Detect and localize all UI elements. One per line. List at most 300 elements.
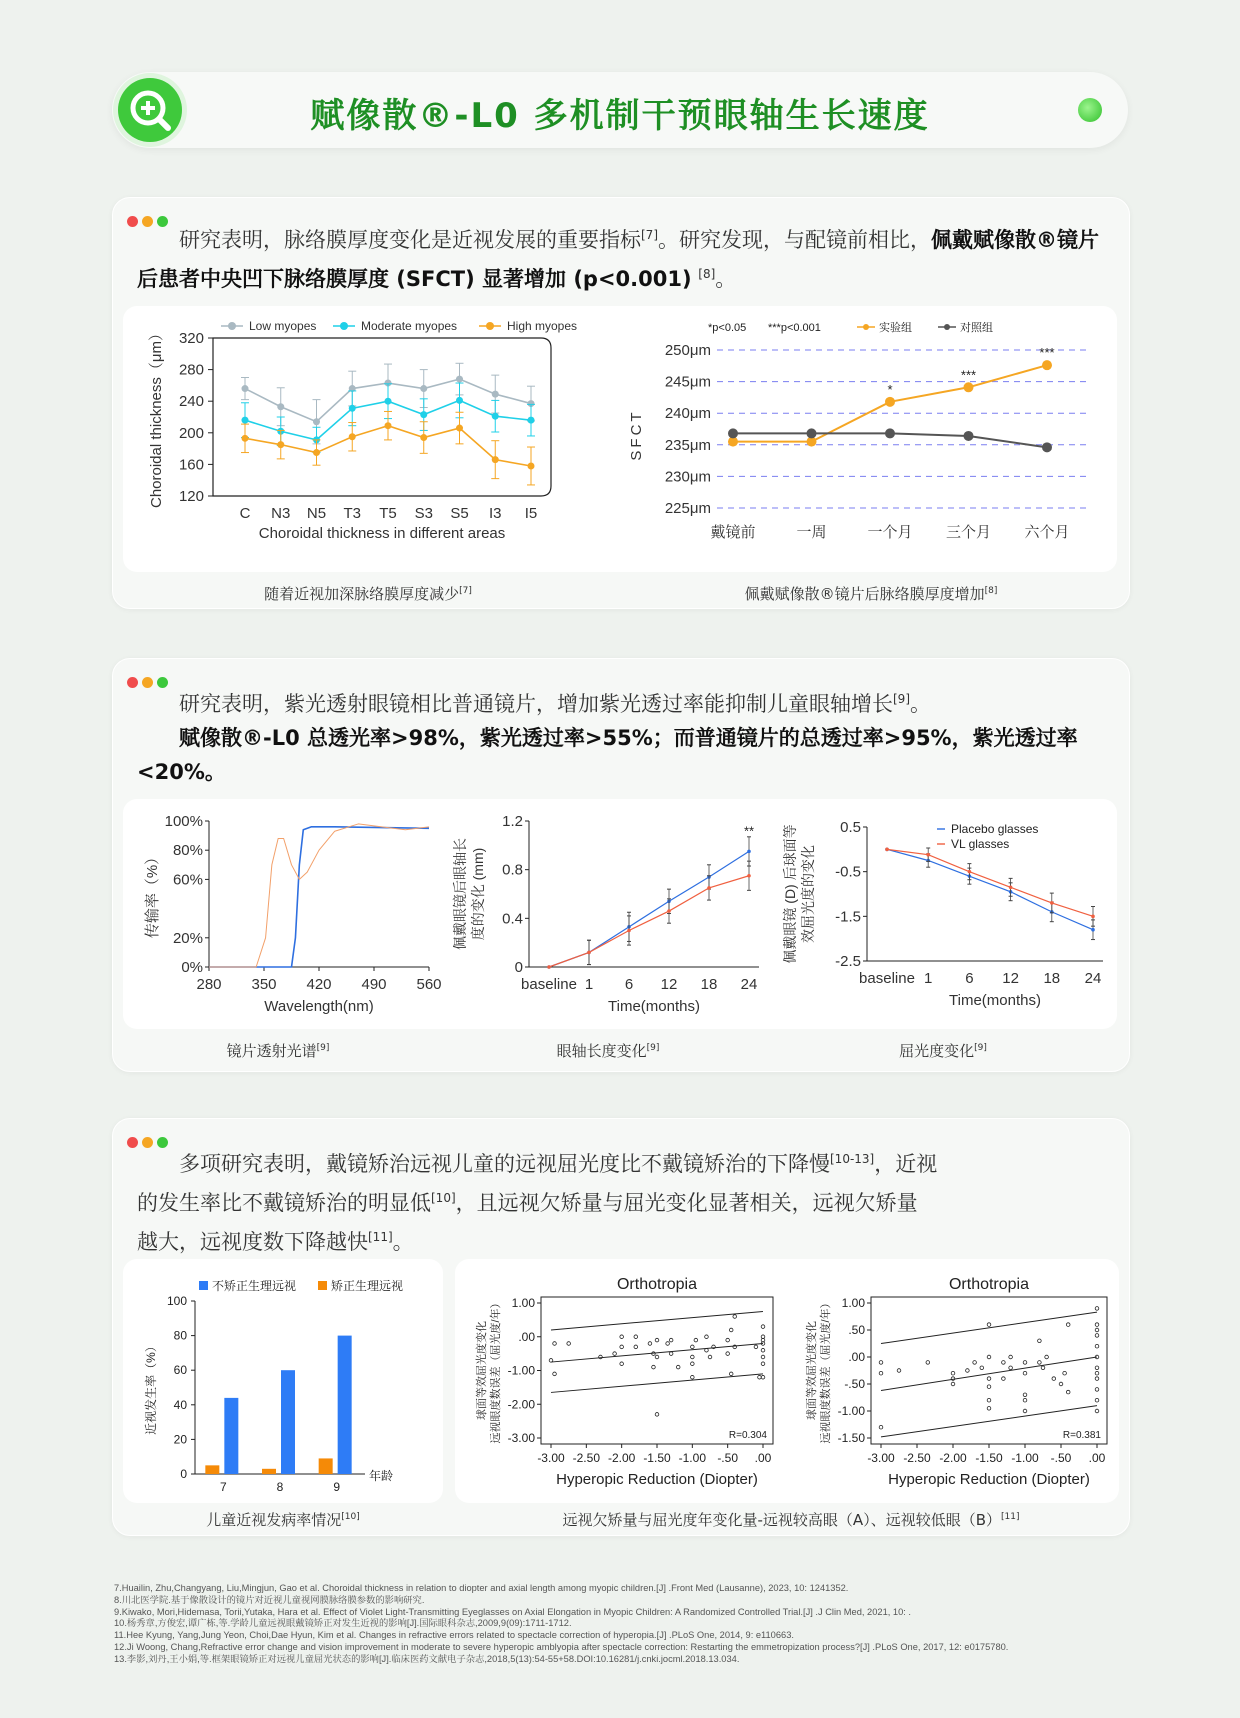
- x-axis-label: Wavelength(nm): [264, 998, 374, 1015]
- caption-choroid-ref: [7]: [459, 586, 472, 596]
- x-axis-label: Time(months): [949, 992, 1041, 1009]
- section3-line2: 的发生率比不戴镜矫治的明显低: [137, 1191, 431, 1215]
- correlation-label: R=0.304: [728, 1430, 767, 1441]
- ref-9: [9]: [893, 692, 910, 706]
- x-tick-label: 1: [584, 976, 594, 993]
- scatter-point: [691, 1362, 695, 1366]
- regression-line-1: [881, 1312, 1097, 1343]
- y-tick-label: 1.2: [502, 813, 523, 830]
- y-tick-label: 20%: [172, 929, 203, 947]
- scatter-point: [567, 1342, 571, 1346]
- x-tick-label: S3: [414, 505, 433, 522]
- x-tick-label: -3.00: [537, 1451, 565, 1465]
- x-tick-label: 490: [361, 976, 387, 993]
- scatter-point: [1095, 1366, 1099, 1370]
- y-tick-label: 100: [166, 1294, 187, 1308]
- ref-7: [7]: [641, 228, 658, 242]
- scatter-point: [761, 1362, 765, 1366]
- x-tick-label: I3: [488, 505, 502, 522]
- scatter-point: [553, 1372, 557, 1376]
- y-tick-label: 100%: [164, 813, 203, 830]
- y-tick-label: 40: [173, 1397, 187, 1412]
- x-tick-label: 6: [624, 976, 634, 993]
- scatter-point: [966, 1369, 970, 1373]
- section3-line1-end: ，近视: [874, 1152, 938, 1176]
- data-point: [277, 403, 284, 410]
- y-tick-label: 240: [178, 393, 204, 411]
- scatter-point: [761, 1375, 765, 1379]
- chart-choroid-areas: [123, 306, 613, 572]
- y-axis-label: 球面等效屈光度变化: [806, 1321, 818, 1420]
- scatter-point: [761, 1355, 765, 1359]
- scatter-point: [987, 1398, 991, 1402]
- x-tick-label: 24: [740, 976, 758, 993]
- y-tick-label: 80%: [172, 842, 203, 860]
- data-point: [728, 428, 738, 438]
- data-point: [277, 441, 284, 448]
- x-tick-label: 6: [965, 970, 974, 987]
- x-tick-label: 12: [660, 976, 678, 993]
- y-tick-label: -3.00: [507, 1431, 535, 1445]
- scatter-point: [1002, 1377, 1006, 1381]
- scatter-point: [1052, 1377, 1056, 1381]
- scatter-point: [926, 1361, 930, 1365]
- data-point: [492, 391, 499, 398]
- data-point: [456, 397, 463, 404]
- caption-incidence-ref: [10]: [341, 1512, 360, 1522]
- section-hyperopia: [112, 1118, 1130, 1536]
- y-tick-label: 240μm: [664, 405, 711, 423]
- y-tick-label: -0.5: [835, 863, 861, 881]
- scatter-point: [694, 1338, 698, 1342]
- scatter-point: [620, 1345, 624, 1349]
- scatter-point: [879, 1361, 883, 1365]
- x-tick-label: baseline: [521, 976, 577, 993]
- ref-10-13: [10-13]: [830, 1152, 875, 1166]
- scatter-point: [1009, 1366, 1013, 1370]
- caption-spectrum-text: 镜片透射光谱: [226, 1042, 317, 1060]
- scatter-point: [987, 1355, 991, 1359]
- y-tick-label: 320: [178, 330, 204, 347]
- chart-refraction: [773, 799, 1117, 1029]
- bar: [338, 1336, 352, 1474]
- correlation-label: R=0.381: [1062, 1430, 1101, 1441]
- data-point: [1042, 442, 1052, 452]
- data-point: [492, 456, 499, 463]
- scatter-point: [669, 1352, 673, 1356]
- y-tick-label: 20: [173, 1432, 187, 1447]
- y-tick-label: 200: [178, 424, 204, 442]
- x-tick-label: -3.00: [867, 1451, 895, 1465]
- scatter-point: [758, 1375, 762, 1379]
- section1-text-b: 。研究发现，与配镜前相比，: [658, 228, 931, 252]
- caption-refraction: [773, 1040, 1113, 1061]
- ref-10: [10]: [431, 1191, 456, 1205]
- x-tick-label: 三个月: [945, 524, 992, 541]
- bar: [319, 1458, 333, 1474]
- scatter-point: [951, 1377, 955, 1381]
- y-axis-label: SFCT: [628, 409, 645, 461]
- series-line-0: [549, 851, 749, 967]
- data-point: [547, 965, 551, 969]
- y-tick-label: 225μm: [664, 500, 711, 517]
- y-axis-label: 佩戴眼镜 (D) 后球面等: [782, 824, 798, 964]
- scatter-point: [1045, 1355, 1049, 1359]
- scatter-point: [1095, 1409, 1099, 1413]
- data-point: [313, 418, 320, 425]
- y-tick-label: 0.8: [502, 861, 523, 879]
- x-tick-label: -2.00: [607, 1451, 636, 1465]
- caption-sfct-ref: [8]: [984, 586, 998, 596]
- x-tick-label: -1.50: [975, 1451, 1003, 1465]
- x-tick-label: baseline: [859, 970, 915, 987]
- x-tick-label: -1.50: [643, 1451, 671, 1465]
- scatter-point: [726, 1352, 730, 1356]
- scatter-point: [1023, 1398, 1027, 1402]
- legend-label: VL glasses: [951, 837, 1010, 851]
- scatter-point: [655, 1355, 659, 1359]
- significance-label: ***: [960, 367, 977, 383]
- y-tick-label: 235μm: [664, 436, 711, 454]
- section3-line3: 越大，远视度数下降越快: [137, 1230, 368, 1254]
- data-point: [1091, 915, 1095, 919]
- scatter-point: [599, 1355, 603, 1359]
- scatter-point: [879, 1371, 883, 1375]
- reference-item: 13.李影,刘丹,王小娟,等.框架眼镜矫正对远视儿童屈光状态的影响[J].临床医药文献电子杂志,2018,5(13):54-55+58.DOI:10.16281/j.cnki.jocml.2018.13.034.: [114, 1653, 740, 1664]
- caption-refraction-ref: [9]: [974, 1043, 987, 1053]
- scatter-point: [655, 1413, 659, 1417]
- scatter-point: [1066, 1390, 1070, 1394]
- x-tick-label: S5: [450, 505, 469, 522]
- scatter-point: [729, 1328, 733, 1332]
- section1-text-a: 研究表明，脉络膜厚度变化是近视发展的重要指标: [179, 228, 641, 252]
- data-point: [385, 398, 392, 405]
- scatter-point: [648, 1342, 652, 1346]
- y-tick-label: .00: [518, 1329, 535, 1344]
- scatter-point: [705, 1348, 709, 1352]
- section-choroid: [112, 197, 1130, 609]
- caption-sfct-text: 佩戴赋像散®镜片后脉络膜厚度增加: [744, 585, 985, 603]
- references: [114, 1583, 1134, 1666]
- y-tick-label: 0: [180, 1467, 187, 1481]
- bar: [262, 1469, 276, 1474]
- x-tick-label: 9: [333, 1480, 341, 1494]
- scatter-point: [1095, 1377, 1099, 1381]
- x-tick-label: 六个月: [1024, 524, 1070, 541]
- scatter-point: [951, 1371, 955, 1375]
- scatter-point: [676, 1365, 680, 1369]
- caption-refraction-text: 屈光度变化: [899, 1042, 975, 1060]
- x-tick-label: -2.50: [572, 1451, 601, 1465]
- data-point: [807, 428, 817, 438]
- data-point: [528, 417, 535, 424]
- caption-choroid: [113, 583, 623, 604]
- x-tick-label: N5: [306, 505, 327, 522]
- y-axis-label: 球面等效屈光度变化: [476, 1321, 488, 1420]
- x-axis-label: Hyperopic Reduction (Diopter): [888, 1471, 1090, 1488]
- legend-swatch: [199, 1281, 208, 1290]
- scatter-point: [987, 1323, 991, 1327]
- scatter-point: [613, 1352, 617, 1356]
- data-point: [964, 382, 974, 392]
- data-point: [420, 411, 427, 418]
- series-line-0: [887, 849, 1093, 929]
- data-point: [885, 428, 895, 438]
- y-tick-label: .00: [848, 1350, 865, 1364]
- scatter-point: [1023, 1393, 1027, 1397]
- page-title: 赋像散®-L0 多机制干预眼轴生长速度: [310, 96, 930, 136]
- data-point: [885, 848, 889, 852]
- scatter-point: [1023, 1409, 1027, 1413]
- title-bar: [112, 72, 1128, 148]
- y-tick-label: 0: [514, 959, 523, 976]
- reference-item: 8.川北医学院.基于像散设计的镜片对近视儿童视网膜脉络膜参数的影响研究.: [114, 1594, 425, 1605]
- reference-item: 9.Kiwako, Mori,Hidemasa, Torii,Yutaka, Hara et al. Effect of Violet Light-Transmitting Eyeglasses on Axial Elongation in Myopic Children: A Randomized Controlled Trial.[J] .J Clin Med, 2021, 10: .: [114, 1606, 911, 1617]
- data-point: [627, 929, 631, 933]
- scatter-point: [1095, 1371, 1099, 1375]
- section3-line1: 多项研究表明，戴镜矫治远视儿童的远视屈光度比不戴镜矫治的下降慢: [179, 1152, 830, 1176]
- section2-end: 。: [910, 692, 931, 716]
- data-point: [456, 376, 463, 383]
- scatter-point: [1041, 1366, 1045, 1370]
- x-tick-label: 7: [219, 1480, 227, 1494]
- section1-bold: 佩戴赋像散®镜片后患者中央凹下脉络膜厚度 (SFCT) 显著增加 (p<0.001): [137, 228, 1099, 291]
- reference-item: 11.Hee Kyung, Yang,Jung Yeon, Choi,Dae Hyun, Kim et al. Changes in refractive errors related to spectacle correction of hyperopia.[J] .PLoS One, 2014, 9: e110663.: [114, 1630, 794, 1641]
- data-point: [528, 462, 535, 469]
- scatter-point: [897, 1369, 901, 1373]
- y-tick-label: -1.5: [835, 908, 861, 926]
- data-point: [1009, 886, 1013, 890]
- scatter-point: [879, 1425, 883, 1429]
- legend-label: Low myopes: [249, 319, 317, 333]
- section2-text: [137, 682, 1105, 789]
- scatter-point: [1095, 1398, 1099, 1402]
- x-axis-label: 年龄: [369, 1469, 394, 1483]
- caption-orthotropia: [453, 1509, 1129, 1530]
- data-point: [1042, 360, 1052, 370]
- y-axis-label: 近视发生率（%）: [144, 1340, 158, 1435]
- legend-label: 实验组: [879, 322, 912, 334]
- caption-spectrum-ref: [9]: [316, 1043, 330, 1053]
- x-tick-label: 1: [924, 970, 933, 987]
- caption-orthotropia-text: 远视欠矫量与屈光度年变化量-远视较高眼（A）、远视较低眼（B）: [562, 1511, 1001, 1529]
- chart-title: Orthotropia: [948, 1276, 1030, 1293]
- section3-line2-end: ，且远视欠矫量与屈光变化显著相关，远视欠矫量: [455, 1191, 918, 1215]
- x-tick-label: N3: [271, 505, 291, 522]
- reference-item: 12.Ji Woong, Chang,Refractive error change and vision improvement in moderate to severe hyperopic amblyopia after spectacle correction: Restarting the emmetropization process?[J] .PLoS One, 2017, 12: e0175780.: [114, 1641, 1009, 1652]
- x-tick-label: 420: [306, 976, 332, 993]
- caption-spectrum: [113, 1040, 443, 1061]
- x-tick-label: 350: [251, 976, 277, 993]
- y-tick-label: -2.5: [835, 953, 861, 970]
- caption-axial-ref: [9]: [646, 1043, 660, 1053]
- scatter-point: [754, 1345, 758, 1349]
- y-axis-label: 佩戴眼镜后眼轴长: [452, 838, 468, 950]
- y-tick-label: -1.50: [837, 1431, 865, 1445]
- x-tick-label: -2.00: [939, 1451, 967, 1465]
- chart-card-incidence: [123, 1259, 443, 1503]
- x-tick-label: 560: [416, 976, 442, 993]
- y-axis-label: Choroidal thickness（μm）: [148, 325, 165, 509]
- significance-label: ***: [1039, 345, 1055, 361]
- y-tick-label: 120: [178, 488, 204, 505]
- chart-title: Orthotropia: [616, 1276, 698, 1293]
- ref-8: [8]: [698, 267, 716, 281]
- data-point: [242, 435, 249, 442]
- reference-item: 10.杨秀章,方俊宏,谭广栋,等.学龄儿童远视眼戴镜矫正对发生近视的影响[J].国际眼科杂志,2009,9(09):1711-1712.: [114, 1618, 572, 1629]
- chart-myopia-incidence: [123, 1259, 443, 1503]
- legend-label: 矫正生理远视: [331, 1279, 404, 1293]
- x-tick-label: -.50: [1050, 1451, 1072, 1465]
- scatter-point: [1095, 1344, 1099, 1348]
- scatter-point: [1095, 1388, 1099, 1392]
- y-tick-label: 0%: [181, 959, 203, 976]
- caption-axial: [443, 1040, 773, 1061]
- scatter-point: [973, 1361, 977, 1365]
- regression-line-2: [551, 1374, 763, 1393]
- y-tick-label: .50: [848, 1323, 865, 1337]
- chart-card-choroid: [123, 306, 1117, 572]
- data-point: [747, 874, 751, 878]
- y-tick-label: -.50: [844, 1377, 865, 1391]
- data-point: [420, 434, 427, 441]
- scatter-point: [1002, 1361, 1006, 1365]
- caption-incidence: [113, 1509, 453, 1530]
- y-tick-label: 60%: [172, 871, 203, 889]
- x-tick-label: 戴镜前: [710, 524, 756, 541]
- x-tick-label: 24: [1084, 970, 1102, 987]
- section3-line3-end: 。: [392, 1230, 414, 1254]
- y-tick-label: 230μm: [664, 468, 711, 486]
- y-tick-label: -2.00: [507, 1397, 535, 1412]
- scatter-point: [620, 1362, 624, 1366]
- chart-orthotropia-a: [455, 1259, 785, 1503]
- data-point: [349, 433, 356, 440]
- data-point: [242, 385, 249, 392]
- y-tick-label: -1.00: [837, 1404, 865, 1418]
- significance-label: **: [743, 823, 755, 839]
- series-line-1: [887, 849, 1093, 916]
- data-point: [926, 853, 930, 857]
- x-tick-label: 8: [276, 1480, 284, 1494]
- spectrum-curve-1: [209, 824, 429, 967]
- scatter-point: [1023, 1371, 1027, 1375]
- data-point: [1050, 901, 1054, 905]
- plot-frame: [541, 1297, 773, 1444]
- y-tick-label: 1.00: [511, 1296, 535, 1310]
- plot-frame: [871, 1297, 1107, 1444]
- scatter-point: [553, 1342, 557, 1346]
- data-point: [707, 886, 711, 890]
- data-point: [349, 405, 356, 412]
- scatter-point: [634, 1335, 638, 1339]
- x-tick-label: 一个月: [867, 524, 913, 541]
- status-dot: [1078, 98, 1102, 122]
- legend-marker: [944, 324, 950, 330]
- y-axis-label: 传输率（%）: [144, 849, 161, 939]
- x-tick-label: 18: [1043, 970, 1061, 987]
- y-tick-label: 280: [178, 361, 204, 379]
- scatter-point: [733, 1315, 737, 1319]
- data-point: [385, 422, 392, 429]
- scatter-point: [729, 1372, 733, 1376]
- scatter-point: [951, 1382, 955, 1386]
- y-axis-label: 远视眼度数误差（屈光度/年）: [820, 1297, 832, 1444]
- scatter-point: [620, 1335, 624, 1339]
- x-axis-label: Hyperopic Reduction (Diopter): [556, 1471, 758, 1488]
- caption-choroid-text: 随着近视加深脉络膜厚度减少: [264, 585, 460, 603]
- data-point: [242, 417, 249, 424]
- section-violet-light: [112, 658, 1130, 1072]
- data-point: [964, 431, 974, 441]
- series-line-1: [549, 876, 749, 967]
- y-tick-label: 160: [178, 456, 204, 474]
- y-tick-label: 0.5: [840, 819, 861, 836]
- regression-line-0: [881, 1357, 1097, 1390]
- legend-label: Moderate myopes: [361, 319, 458, 333]
- y-tick-label: -1.00: [507, 1363, 535, 1378]
- x-tick-label: -2.50: [903, 1451, 931, 1465]
- data-point: [747, 850, 751, 854]
- x-tick-label: -.50: [717, 1451, 739, 1465]
- x-tick-label: -1.00: [1011, 1451, 1039, 1465]
- scatter-point: [1038, 1339, 1042, 1343]
- x-tick-label: .00: [754, 1451, 772, 1465]
- x-tick-label: T5: [379, 505, 397, 522]
- x-tick-label: .00: [1088, 1451, 1106, 1465]
- x-tick-label: I5: [524, 505, 538, 522]
- scatter-point: [705, 1335, 709, 1339]
- x-tick-label: 18: [700, 976, 718, 993]
- regression-line-0: [551, 1344, 763, 1363]
- caption-incidence-text: 儿童近视发病率情况: [206, 1511, 342, 1529]
- scatter-point: [666, 1342, 670, 1346]
- scatter-point: [691, 1375, 695, 1379]
- annotation-legend: ***p<0.001: [768, 322, 821, 334]
- chart-spectrum: [123, 799, 443, 1029]
- bar: [205, 1465, 219, 1474]
- scatter-point: [761, 1325, 765, 1329]
- y-tick-label: 1.00: [841, 1296, 865, 1310]
- scatter-point: [708, 1355, 712, 1359]
- scatter-point: [1095, 1323, 1099, 1327]
- scatter-point: [634, 1345, 638, 1349]
- data-point: [492, 413, 499, 420]
- x-tick-label: 12: [1002, 970, 1019, 987]
- x-tick-label: C: [239, 505, 251, 522]
- section1-text: [137, 218, 1105, 296]
- legend-label: 不矫正生理远视: [212, 1279, 297, 1293]
- scatter-point: [1023, 1361, 1027, 1365]
- x-tick-label: 一周: [796, 524, 827, 541]
- scatter-point: [1095, 1328, 1099, 1332]
- scatter-point: [726, 1338, 730, 1342]
- scatter-point: [987, 1377, 991, 1381]
- legend-label: Placebo glasses: [951, 822, 1039, 836]
- y-tick-label: 60: [173, 1363, 187, 1378]
- annotation-legend: *p<0.05: [708, 322, 747, 334]
- significance-label: *: [887, 381, 893, 397]
- scatter-point: [761, 1348, 765, 1352]
- x-tick-label: -1.00: [678, 1451, 707, 1465]
- scatter-point: [691, 1345, 695, 1349]
- y-tick-label: 0.4: [502, 910, 523, 928]
- y-tick-label: 250μm: [664, 342, 711, 359]
- scatter-point: [691, 1355, 695, 1359]
- chart-axial-length: [443, 799, 773, 1029]
- scatter-point: [669, 1338, 673, 1342]
- x-axis-label: Choroidal thickness in different areas: [258, 525, 506, 542]
